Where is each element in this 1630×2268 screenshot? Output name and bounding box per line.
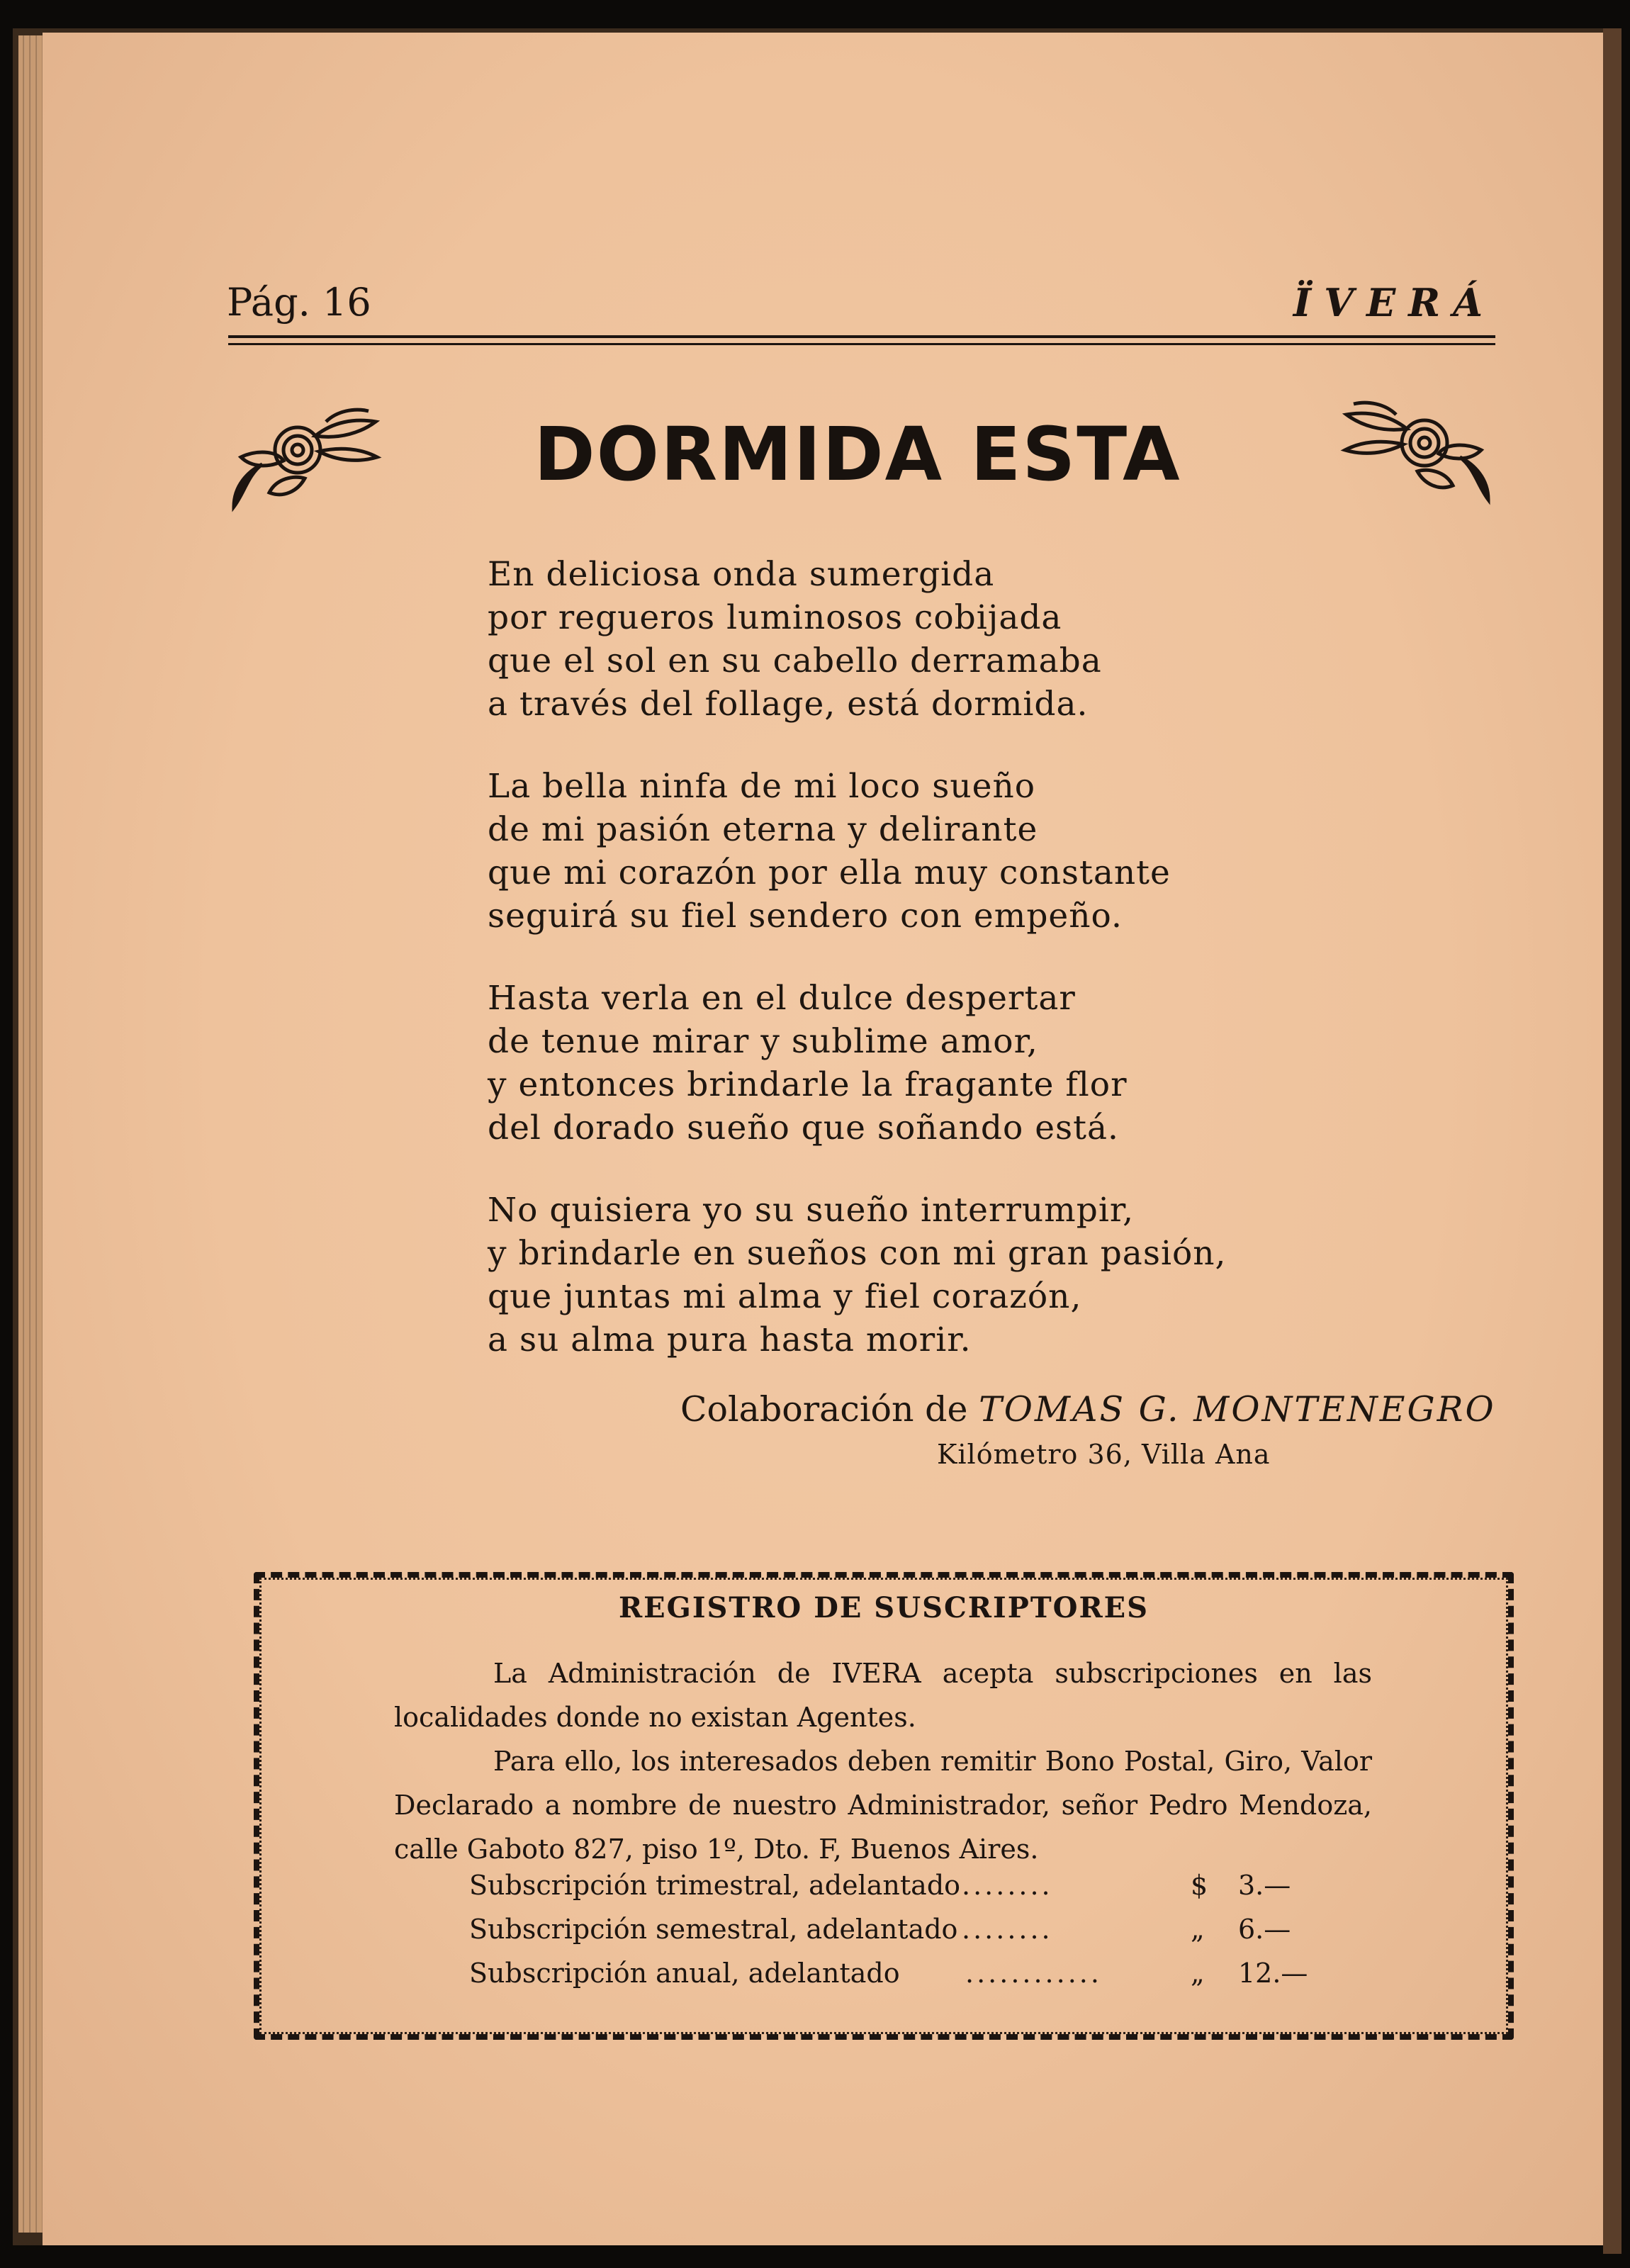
- subscription-paragraph: La Administración de IVERA acepta subscripciones en las localidades donde no existan Agentes.: [394, 1658, 1372, 1733]
- poem-title: DORMIDA ESTA: [534, 411, 1181, 498]
- price-row: [469, 1914, 1320, 1958]
- author-name: TOMAS G. MONTENEGRO: [979, 1389, 1496, 1430]
- poem-line: de mi pasión eterna y delirante: [488, 810, 1038, 849]
- poem-line: del dorado sueño que soñando está.: [488, 1108, 1119, 1147]
- header-rule-thin: [228, 343, 1495, 345]
- poem-line: No quisiera yo su sueño interrumpir,: [488, 1191, 1135, 1230]
- stanza: [488, 553, 1338, 726]
- poem-line: que el sol en su cabello derramaba: [488, 641, 1102, 680]
- price-label: Subscripción trimestral, adelantado: [469, 1870, 961, 1901]
- poem-credit: [680, 1389, 1531, 1430]
- price-leader-dots: ........: [962, 1914, 1053, 1945]
- poem-line: que juntas mi alma y fiel corazón,: [488, 1277, 1082, 1316]
- price-currency: „: [1191, 1958, 1205, 1989]
- binding-edge: [1603, 28, 1621, 2254]
- price-row: [469, 1958, 1320, 2002]
- price-amount: 3.—: [1238, 1870, 1291, 1901]
- poem-line: Hasta verla en el dulce despertar: [488, 979, 1076, 1018]
- page-header: [227, 280, 1495, 337]
- author-location: Kilómetro 36, Villa Ana: [937, 1439, 1271, 1470]
- rose-ornament-left-icon: [227, 408, 383, 514]
- price-currency: „: [1191, 1914, 1205, 1945]
- header-rule: [228, 335, 1495, 338]
- poem-line: y brindarle en sueños con mi gran pasión,: [488, 1234, 1227, 1273]
- poem-line: seguirá su fiel sendero con empeño.: [488, 897, 1123, 936]
- stanza: [488, 765, 1338, 938]
- magazine-title: ÏVERÁ: [1293, 280, 1495, 325]
- credit-prefix: Colaboración de: [680, 1389, 968, 1430]
- price-amount: 12.—: [1238, 1958, 1308, 1989]
- poem-body: [488, 553, 1338, 1400]
- price-leader-dots: ........: [962, 1870, 1053, 1901]
- poem-line: a su alma pura hasta morir.: [488, 1320, 972, 1359]
- price-currency: $: [1191, 1870, 1208, 1901]
- rose-ornament-right-icon: [1339, 400, 1495, 507]
- subscription-box-title: REGISTRO DE SUSCRIPTORES: [618, 1591, 1150, 1624]
- poem-line: La bella ninfa de mi loco sueño: [488, 767, 1036, 806]
- price-leader-dots: ............: [965, 1958, 1102, 1989]
- stanza: [488, 1189, 1338, 1362]
- price-label: Subscripción semestral, adelantado: [469, 1914, 958, 1945]
- stanza: [488, 977, 1338, 1150]
- poem-line: que mi corazón por ella muy constante: [488, 853, 1171, 892]
- poem-line: a través del follage, está dormida.: [488, 685, 1089, 724]
- price-label: Subscripción anual, adelantado: [469, 1958, 900, 1989]
- price-row: [469, 1870, 1320, 1914]
- subscription-paragraph: Para ello, los interesados deben remitir Bono Postal, Giro, Valor Declarado a nombre de nuestro Administrador, señor Pedro Mendoza, calle Gaboto 827, piso 1º, Dto. F, Buenos Aires.: [394, 1746, 1372, 1865]
- page-number: Pág. 16: [227, 280, 371, 325]
- subscription-box-text: [394, 1651, 1372, 1871]
- price-list: [469, 1870, 1320, 2002]
- poem-line: En deliciosa onda sumergida: [488, 555, 995, 594]
- poem-line: y entonces brindarle la fragante flor: [488, 1065, 1128, 1104]
- poem-line: por regueros luminosos cobijada: [488, 598, 1062, 637]
- poem-line: de tenue mirar y sublime amor,: [488, 1022, 1038, 1061]
- price-amount: 6.—: [1238, 1914, 1291, 1945]
